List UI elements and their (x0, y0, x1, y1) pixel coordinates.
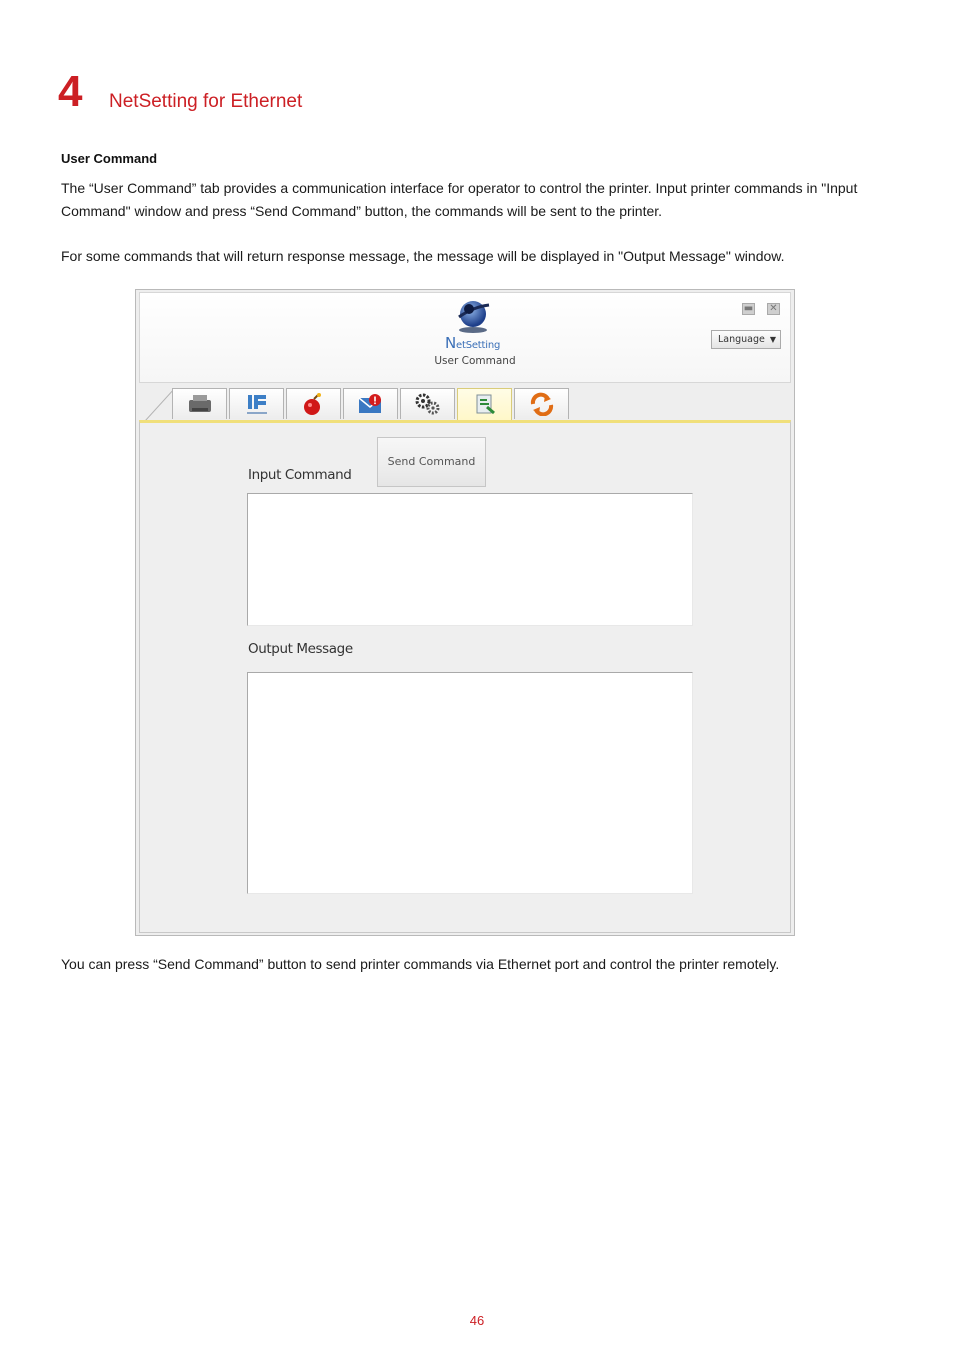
user-command-icon (471, 392, 499, 416)
response-paragraph: For some commands that will return response message, the message will be displayed in "Output Message" window. (61, 248, 785, 264)
chevron-down-icon: ▼ (769, 335, 776, 344)
output-message-label: Output Message (248, 641, 353, 657)
language-dropdown[interactable] (711, 330, 781, 349)
intro-paragraph: The “User Command” tab provides a communication interface for operator to control the printer. Input printer commands in "Input Command" window and press “Send Command” button, the commands will be sent to the printer. (61, 180, 858, 219)
input-command-label: Input Command (248, 467, 352, 483)
section-heading: User Command (61, 151, 158, 166)
tab-strip-edge (145, 388, 175, 422)
alert-bomb-icon (300, 392, 328, 416)
tab-alert[interactable] (286, 388, 341, 419)
minimize-icon[interactable]: ▬ (743, 303, 754, 314)
language-label: Language (718, 334, 765, 345)
refresh-arrows-icon (528, 392, 556, 416)
tab-strip (139, 386, 791, 422)
send-command-button[interactable]: Send Command (377, 437, 486, 487)
tab-configuration[interactable] (400, 388, 455, 419)
tab-refresh[interactable] (514, 388, 569, 419)
app-header (139, 292, 791, 383)
netsetting-logo-text (445, 334, 500, 352)
email-alert-icon (357, 392, 385, 416)
page-number: 46 (469, 1313, 485, 1328)
netsetting-window-screenshot (135, 289, 795, 936)
chapter-number: 4 (58, 67, 83, 116)
user-command-panel (139, 420, 791, 933)
printer-icon (186, 392, 214, 416)
tab-email-alert[interactable] (343, 388, 398, 419)
chapter-title: NetSetting for Ethernet (109, 91, 303, 112)
tab-ip-network[interactable] (229, 388, 284, 419)
ip-network-icon (243, 392, 271, 416)
gears-icon (414, 392, 442, 416)
tab-printer[interactable] (172, 388, 227, 419)
footer-paragraph: You can press “Send Command” button to send printer commands via Ethernet port and control the printer remotely. (61, 956, 780, 972)
logo-word: etSetting (456, 340, 501, 351)
close-icon[interactable]: ✕ (767, 303, 780, 315)
header-subtitle: User Command (434, 355, 516, 367)
logo-letter: N (445, 334, 457, 352)
input-command-textarea[interactable] (247, 493, 693, 626)
netsetting-globe-logo-icon (453, 297, 493, 335)
output-message-textarea (247, 672, 693, 894)
tab-user-command[interactable] (457, 388, 512, 421)
